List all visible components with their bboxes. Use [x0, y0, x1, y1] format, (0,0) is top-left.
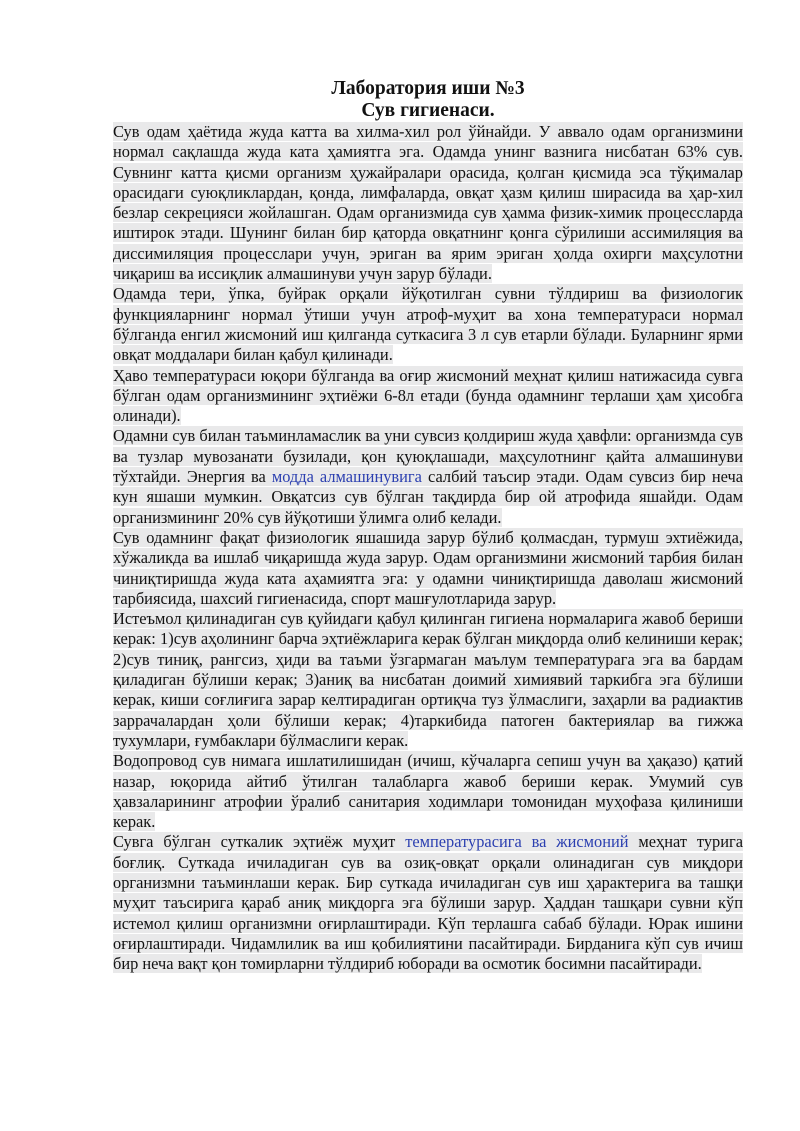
paragraph-text-after-link: салбий таъсир этади. Одам сувсиз бир неча кун яшаши мумкин. Овқатсиз сув бўлган тақдирда бир ой атрофида яшайди. Одам организмининг 20% сув йўқотиши ўлимга олиб келади.: [113, 467, 743, 527]
document-page: [113, 78, 743, 974]
paragraph-text-after-link: меҳнат турига боғлиқ. Суткада ичиладиган сув ва озиқ-овқат орқали олинадиган сув миқдори организмни таъминлаши керак. Бир суткада ичиладиган сув иш ҳарактерига ва ташқи муҳит таъсирига қараб аниқ миқдорга эга бўлиши зарур. Ҳаддан ташқари сувни кўп истемол қилиш организмни оғирлаштиради. Кўп терлашга сабаб бўлади. Юрак ишини оғирлаштиради. Чидамлилик ва иш қобилиятини пасайтиради. Бирданига кўп сув ичиш бир неча вақт қон томирларни тўлдириб юборади ва осмотик босимни пасайтиради.: [113, 832, 743, 974]
title-line-2: Сув гигиенаси.: [361, 100, 495, 121]
paragraph-text: Одамда тери, ўпка, буйрак орқали йўқотилган сувни тўлдириш ва физиологик функцияларнинг нормал ўтиши учун атроф-муҳит ва хона температураси нормал бўлганда енгил жисмоний иш қилганда суткасига 3 л сув етарли бўлади. Буларнинг ярми овқат моддалари билан қабул қилинади.: [113, 284, 743, 365]
paragraph-text: Сув одам ҳаётида жуда катта ва хилма-хил рол ўйнайди. У аввало одам организмини нормал сақлашда жуда ката ҳамиятга эга. Одамда унинг вазнига нисбатан 63% сув. Сувнинг катта қисми организм ҳужайралари орасида, қолган қисмида эса тўқималар орасидаги суюқликлардан, қонда, лимфаларда, овқат ҳазм қилиш ширасида ва ҳар-хил безлар секрецияси жойлашган. Одам организмида сув ҳамма физик-химик процессларда иштирок этади. Шунинг билан бир қаторда овқатнинг қонга сўрилиши ассимиляция ва диссимиляция процесслари учун, эриган ва ярим эриган ҳолда охирги маҳсулотни чиқариш ва иссиқлик алмашинуви учун зарур бўлади.: [113, 122, 743, 284]
paragraph-text-before-link: Сувга бўлган суткалик эҳтиёж муҳит: [113, 832, 406, 852]
paragraph-water-role: [113, 122, 743, 284]
paragraph-text: Истеъмол қилинадиган сув қуйидаги қабул қилинган гигиена нормаларига жавоб бериши керак: 1)сув аҳолининг барча эҳтиёжларига керак бўлган миқдорда олиб келиниши керак; 2)сув тиниқ, рангсиз, ҳиди ва таъми ўзгармаган маълум температурага эга ва бардам қиладиган бўлиши керак; 3)аниқ ва нисбатан доимий химиявий таркибга эга бўлиши керак, киши соғлиғига зарар келтирадиган ортиқча туз ўлмаслиги, заҳарли ва радиактив заррачалардан ҳоли бўлиши керак; 4)таркибида патоген бактериялар ва гижжа тухумлари, ғумбаклари бўлмаслиги керак.: [113, 609, 743, 750]
paragraph-daily-requirement: [113, 832, 743, 974]
paragraph-tap-water: [113, 751, 743, 832]
paragraph-hygiene-norms: [113, 609, 743, 751]
paragraph-text-before-link: Одамни сув билан таъминламаслик ва уни сувсиз қолдириш жуда ҳавфли: организмда сув ва тузлар мувозанати бузилади, қон қуюқлашади, маҳсулотнинг қайта алмашинуви тўхтайди. Энергия ва: [113, 426, 743, 487]
paragraph-text: Сув одамнинг фақат физиологик яшашида зарур бўлиб қолмасдан, турмуш эхтиёжида, хўжаликда ва ишлаб чиқаришда жуда зарур. Одам организмини жисмоний тарбия билан чиниқтиришда жуда ката аҳамиятга эга: у одамни чиниқтиришда даволаш жисмоний тарбиясида, шахсий гигиенасида, спорт машғулотларида зарур.: [113, 527, 743, 608]
page-title: [113, 78, 743, 122]
title-line-1: Лаборатория иши №3: [331, 78, 525, 99]
paragraph-text: Ҳаво температураси юқори бўлганда ва оғир жисмоний меҳнат қилиш натижасида сувга бўлган одам организмининг эҳтиёжи 6-8л етади (бунда одамнинг терлаши ҳам ҳисобга олинади).: [113, 365, 743, 426]
paragraph-physical-needs: [113, 528, 743, 609]
temperature-link[interactable]: температурасига ва жисмоний: [405, 832, 629, 852]
paragraph-daily-need: [113, 284, 743, 365]
paragraph-dehydration: [113, 426, 743, 527]
metabolism-link[interactable]: модда алмашинувига: [271, 467, 422, 487]
paragraph-text: Водопровод сув нимага ишлатилишидан (ичиш, кўчаларга сепиш учун ва ҳақазо) қатий назар, юқорида айтиб ўтилган талабларга жавоб бериши керак. Умумий сув ҳавзаларининг атрофии ўралиб санитария ходимлари томонидан муҳофаза қилиниши керак.: [113, 751, 743, 832]
paragraph-hot-weather: [113, 366, 743, 427]
